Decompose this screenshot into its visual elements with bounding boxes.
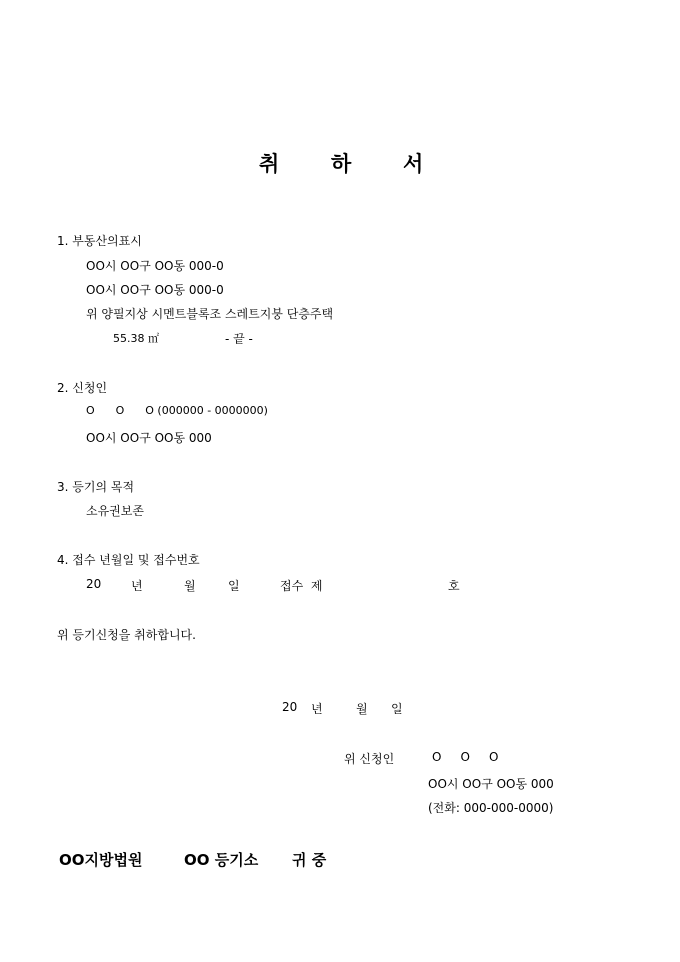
- closing-honorific: 귀 중: [292, 851, 327, 869]
- receipt-month-unit: 월: [184, 579, 196, 593]
- date-year-unit: 년: [311, 702, 323, 716]
- applicant-address: OO시 OO구 OO동 000: [86, 431, 212, 445]
- applicant-address: OO시 OO구 OO동 000: [428, 777, 554, 791]
- applicant-name: O O O: [432, 750, 499, 764]
- receipt-day-unit: 일: [228, 579, 240, 593]
- section-heading: 4. 접수 년월일 및 접수번호: [57, 553, 200, 567]
- property-area: 55.38 ㎡: [113, 332, 159, 345]
- court-name: OO지방법원: [59, 851, 143, 869]
- receipt-year-unit: 년: [131, 579, 143, 593]
- title-char-2: 하: [331, 152, 352, 176]
- receipt-number-unit: 호: [448, 579, 460, 593]
- section-heading: 2. 신청인: [57, 381, 108, 395]
- purpose-value: 소유권보존: [86, 504, 144, 518]
- receipt-number-label: 접수 제: [280, 579, 323, 593]
- date-month-unit: 월: [356, 702, 368, 716]
- title-char-1: 취: [259, 152, 280, 176]
- property-address-1: OO시 OO구 OO동 000-0: [86, 259, 224, 273]
- property-address-2: OO시 OO구 OO동 000-0: [86, 283, 224, 297]
- applicant-phone: (전화: 000-000-0000): [428, 801, 554, 815]
- property-description: 위 양필지상 시멘트블록조 스레트지붕 단층주택: [86, 307, 334, 321]
- title-char-3: 서: [403, 152, 424, 176]
- date-year: 20: [282, 700, 298, 714]
- end-mark: - 끝 -: [225, 332, 253, 346]
- applicant-label: 위 신청인: [344, 752, 395, 766]
- withdrawal-statement: 위 등기신청을 취하합니다.: [57, 628, 196, 642]
- section-heading: 3. 등기의 목적: [57, 480, 135, 494]
- receipt-year: 20: [86, 577, 102, 591]
- applicant-name-id: O O O (000000 - 0000000): [86, 404, 268, 417]
- date-day-unit: 일: [391, 702, 403, 716]
- section-heading: 1. 부동산의표시: [57, 234, 142, 248]
- registry-office: OO 등기소: [184, 851, 259, 869]
